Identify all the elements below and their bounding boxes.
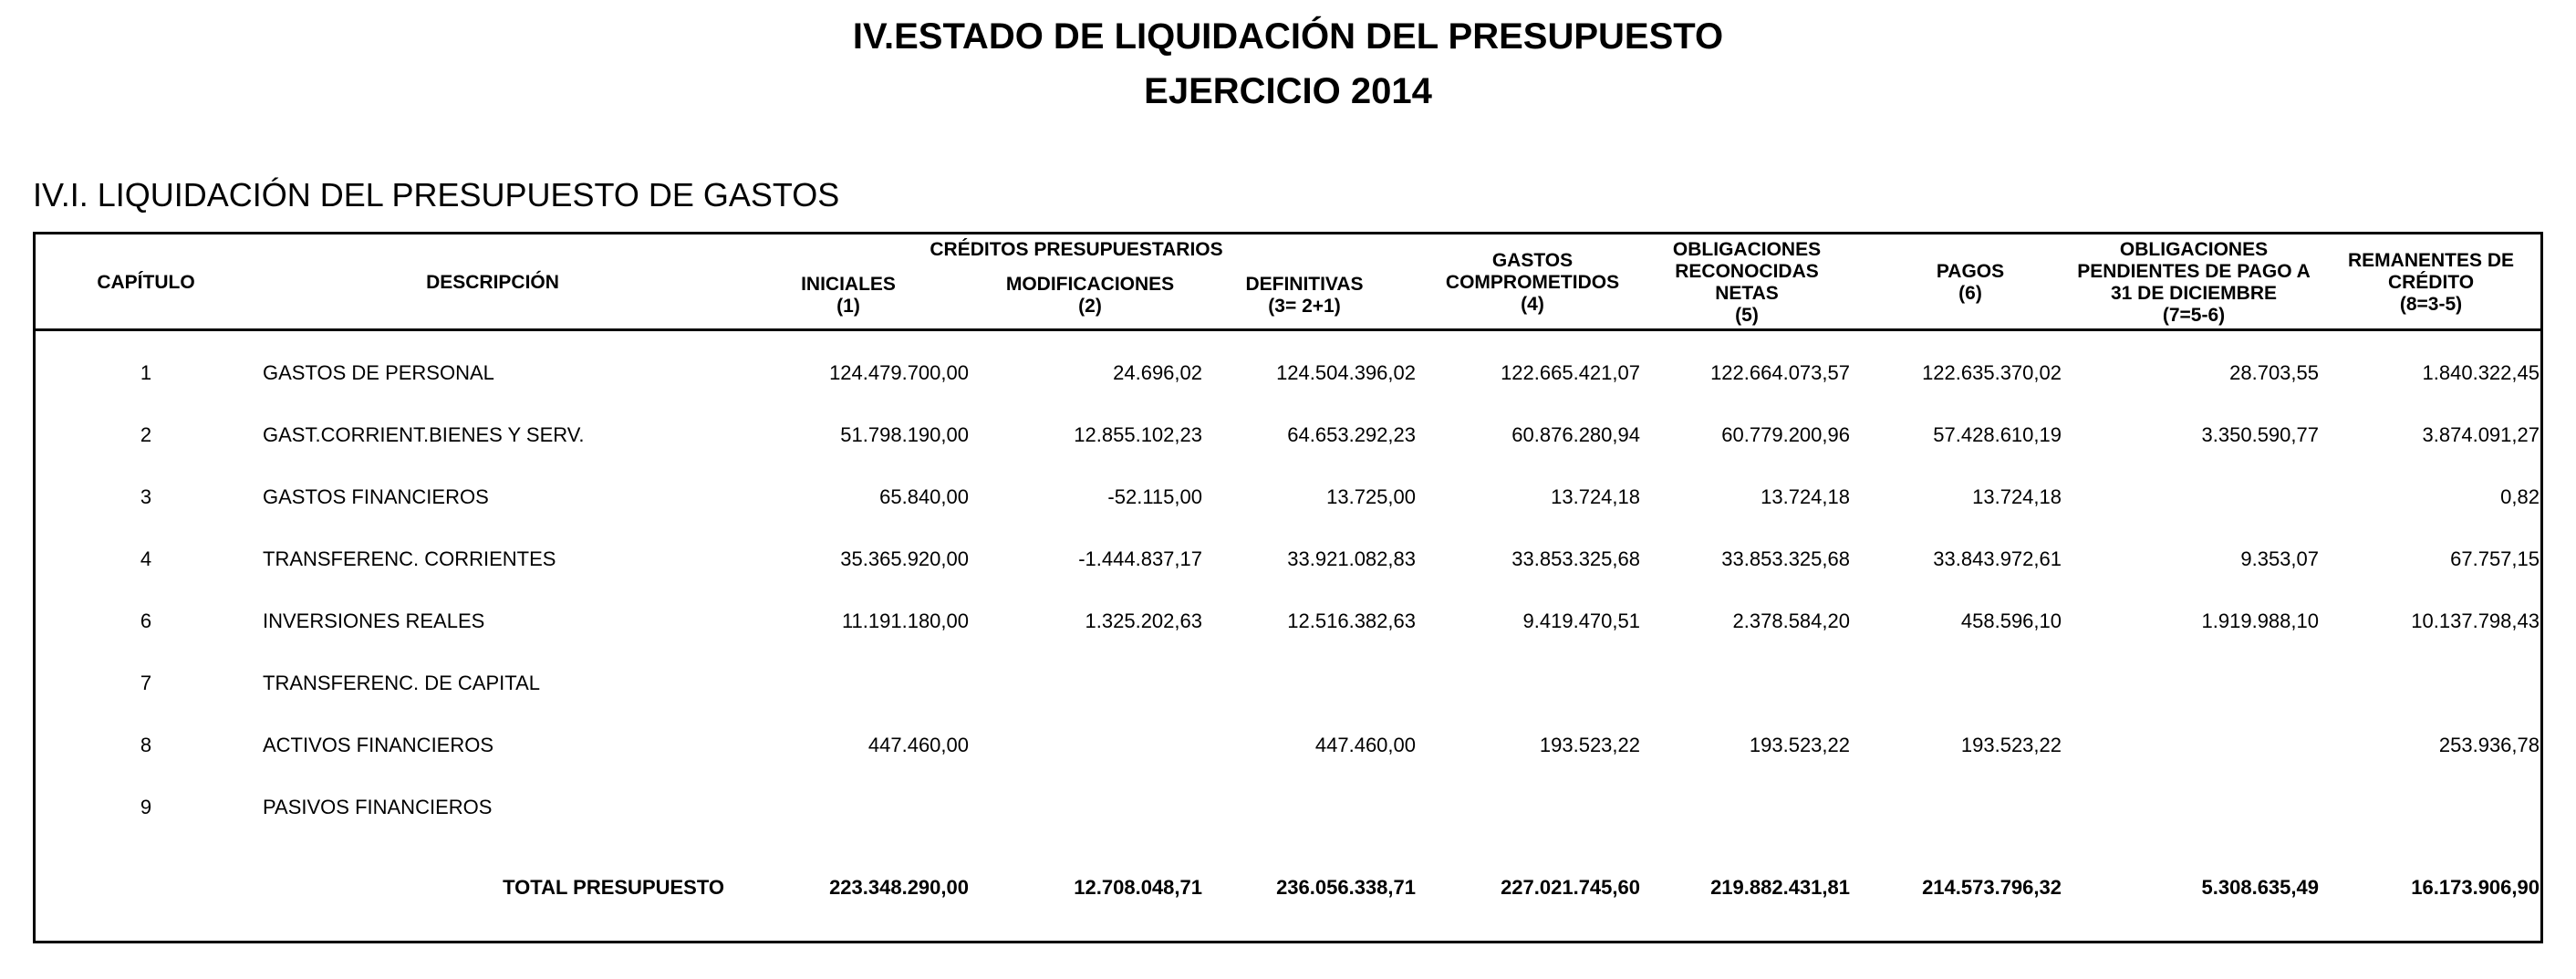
header-definitivas — [1222, 274, 1387, 318]
total-iniciales: 223.348.290,00 — [829, 876, 969, 899]
cell-pendientes: 3.350.590,77 — [2201, 423, 2319, 446]
header-obligaciones-reconocidas — [1656, 239, 1838, 327]
cell-pendientes: 28.703,55 — [2229, 361, 2319, 384]
cell-obligaciones: 122.664.073,57 — [1710, 361, 1850, 384]
cell-remanentes: 253.936,78 — [2438, 734, 2540, 756]
cell-pagos: 13.724,18 — [1972, 485, 2062, 508]
header-remanentes-number: (8=3-5) — [2399, 294, 2463, 315]
cell-definitivas: 447.460,00 — [1314, 734, 1416, 756]
cell-modificaciones: 12.855.102,23 — [1074, 423, 1202, 446]
header-divider — [33, 328, 2543, 331]
header-pendientes-line2: PENDIENTES DE PAGO A — [2077, 261, 2311, 282]
cell-descripcion: TRANSFERENC. DE CAPITAL — [263, 672, 540, 694]
header-obligaciones-pendientes — [2057, 239, 2331, 327]
cell-pagos: 122.635.370,02 — [1922, 361, 2062, 384]
header-definitivas-label: DEFINITIVAS — [1245, 274, 1364, 295]
cell-comprometidos: 122.665.421,07 — [1501, 361, 1640, 384]
cell-definitivas: 12.516.382,63 — [1287, 609, 1416, 632]
header-obligaciones-line1: OBLIGACIONES — [1672, 239, 1822, 260]
header-remanentes-line2: CRÉDITO — [2387, 272, 2475, 293]
header-obligaciones-line2: RECONOCIDAS — [1675, 261, 1819, 282]
header-creditos-group: CRÉDITOS PRESUPUESTARIOS — [930, 239, 1223, 260]
cell-remanentes: 10.137.798,43 — [2411, 609, 2540, 632]
cell-iniciales: 447.460,00 — [867, 734, 969, 756]
cell-descripcion: GASTOS DE PERSONAL — [263, 361, 494, 384]
cell-obligaciones: 60.779.200,96 — [1721, 423, 1850, 446]
cell-capitulo: 3 — [140, 485, 152, 508]
cell-obligaciones: 2.378.584,20 — [1732, 609, 1850, 632]
header-modificaciones-number: (2) — [1078, 296, 1102, 317]
section-title: IV.I. LIQUIDACIÓN DEL PRESUPUESTO DE GASTOS — [33, 176, 840, 214]
header-obligaciones-number: (5) — [1735, 305, 1759, 326]
header-gastos-line1: GASTOS — [1491, 250, 1574, 271]
header-descripcion: DESCRIPCIÓN — [426, 272, 559, 293]
header-pendientes-line1: OBLIGACIONES — [2119, 239, 2269, 260]
cell-descripcion: GAST.CORRIENT.BIENES Y SERV. — [263, 423, 585, 446]
cell-comprometidos: 13.724,18 — [1551, 485, 1640, 508]
header-definitivas-number: (3= 2+1) — [1268, 296, 1341, 317]
cell-definitivas: 64.653.292,23 — [1287, 423, 1416, 446]
cell-pendientes: 1.919.988,10 — [2201, 609, 2319, 632]
cell-descripcion: INVERSIONES REALES — [263, 609, 485, 632]
cell-remanentes: 1.840.322,45 — [2422, 361, 2540, 384]
cell-pagos: 57.428.610,19 — [1933, 423, 2062, 446]
header-iniciales — [775, 274, 921, 318]
total-definitivas: 236.056.338,71 — [1276, 876, 1416, 899]
header-gastos-line2: COMPROMETIDOS — [1445, 272, 1620, 293]
header-pendientes-number: (7=5-6) — [2162, 305, 2226, 326]
header-iniciales-number: (1) — [836, 296, 860, 317]
cell-obligaciones: 33.853.325,68 — [1721, 547, 1850, 570]
header-modificaciones-label: MODIFICACIONES — [1005, 274, 1175, 295]
cell-modificaciones: -52.115,00 — [1107, 485, 1202, 508]
header-iniciales-label: INICIALES — [801, 274, 896, 295]
header-gastos-number: (4) — [1521, 294, 1544, 315]
header-obligaciones-line3: NETAS — [1715, 283, 1779, 304]
cell-iniciales: 11.191.180,00 — [841, 609, 969, 632]
cell-descripcion: GASTOS FINANCIEROS — [263, 485, 489, 508]
header-pagos-number: (6) — [1958, 283, 1982, 304]
cell-capitulo: 9 — [140, 796, 152, 818]
cell-comprometidos: 60.876.280,94 — [1511, 423, 1640, 446]
cell-capitulo: 8 — [140, 734, 152, 756]
total-obligaciones: 219.882.431,81 — [1710, 876, 1850, 899]
cell-descripcion: ACTIVOS FINANCIEROS — [263, 734, 494, 756]
cell-pagos: 193.523,22 — [1960, 734, 2062, 756]
cell-capitulo: 6 — [140, 609, 152, 632]
cell-descripcion: TRANSFERENC. CORRIENTES — [263, 547, 556, 570]
cell-iniciales: 35.365.920,00 — [840, 547, 969, 570]
cell-iniciales: 65.840,00 — [879, 485, 969, 508]
cell-iniciales: 124.479.700,00 — [829, 361, 969, 384]
cell-modificaciones: 24.696,02 — [1113, 361, 1202, 384]
cell-descripcion: PASIVOS FINANCIEROS — [263, 796, 493, 818]
cell-modificaciones: -1.444.837,17 — [1078, 547, 1202, 570]
cell-definitivas: 33.921.082,83 — [1287, 547, 1416, 570]
cell-remanentes: 67.757,15 — [2450, 547, 2540, 570]
cell-definitivas: 124.504.396,02 — [1276, 361, 1416, 384]
cell-comprometidos: 33.853.325,68 — [1511, 547, 1640, 570]
cell-remanentes: 3.874.091,27 — [2422, 423, 2540, 446]
cell-capitulo: 2 — [140, 423, 152, 446]
document-subtitle: EJERCICIO 2014 — [1144, 71, 1432, 111]
cell-pagos: 33.843.972,61 — [1933, 547, 2062, 570]
header-remanentes-line1: REMANENTES DE — [2347, 250, 2515, 271]
total-pagos: 214.573.796,32 — [1922, 876, 2062, 899]
cell-comprometidos: 193.523,22 — [1539, 734, 1640, 756]
total-label: TOTAL PRESUPUESTO — [503, 876, 724, 899]
header-pagos-label: PAGOS — [1936, 261, 2005, 282]
document-title: IV.ESTADO DE LIQUIDACIÓN DEL PRESUPUESTO — [852, 16, 1724, 57]
header-modificaciones — [985, 274, 1195, 318]
table-frame — [33, 232, 2543, 943]
cell-pagos: 458.596,10 — [1960, 609, 2062, 632]
cell-definitivas: 13.725,00 — [1326, 485, 1416, 508]
cell-pendientes: 9.353,07 — [2240, 547, 2319, 570]
cell-comprometidos: 9.419.470,51 — [1522, 609, 1640, 632]
header-capitulo: CAPÍTULO — [97, 272, 195, 293]
cell-modificaciones: 1.325.202,63 — [1085, 609, 1202, 632]
total-modificaciones: 12.708.048,71 — [1074, 876, 1202, 899]
cell-remanentes: 0,82 — [2500, 485, 2540, 508]
cell-obligaciones: 13.724,18 — [1761, 485, 1850, 508]
header-gastos-comprometidos — [1437, 250, 1628, 316]
total-comprometidos: 227.021.745,60 — [1501, 876, 1640, 899]
cell-capitulo: 7 — [140, 672, 152, 694]
total-pendientes: 5.308.635,49 — [2201, 876, 2319, 899]
cell-obligaciones: 193.523,22 — [1749, 734, 1850, 756]
header-pagos — [1897, 261, 2043, 305]
cell-capitulo: 1 — [140, 361, 152, 384]
header-remanentes-credito — [2335, 250, 2527, 316]
header-pendientes-line3: 31 DE DICIEMBRE — [2110, 283, 2278, 304]
cell-capitulo: 4 — [140, 547, 152, 570]
total-remanentes: 16.173.906,90 — [2411, 876, 2540, 899]
cell-iniciales: 51.798.190,00 — [840, 423, 969, 446]
